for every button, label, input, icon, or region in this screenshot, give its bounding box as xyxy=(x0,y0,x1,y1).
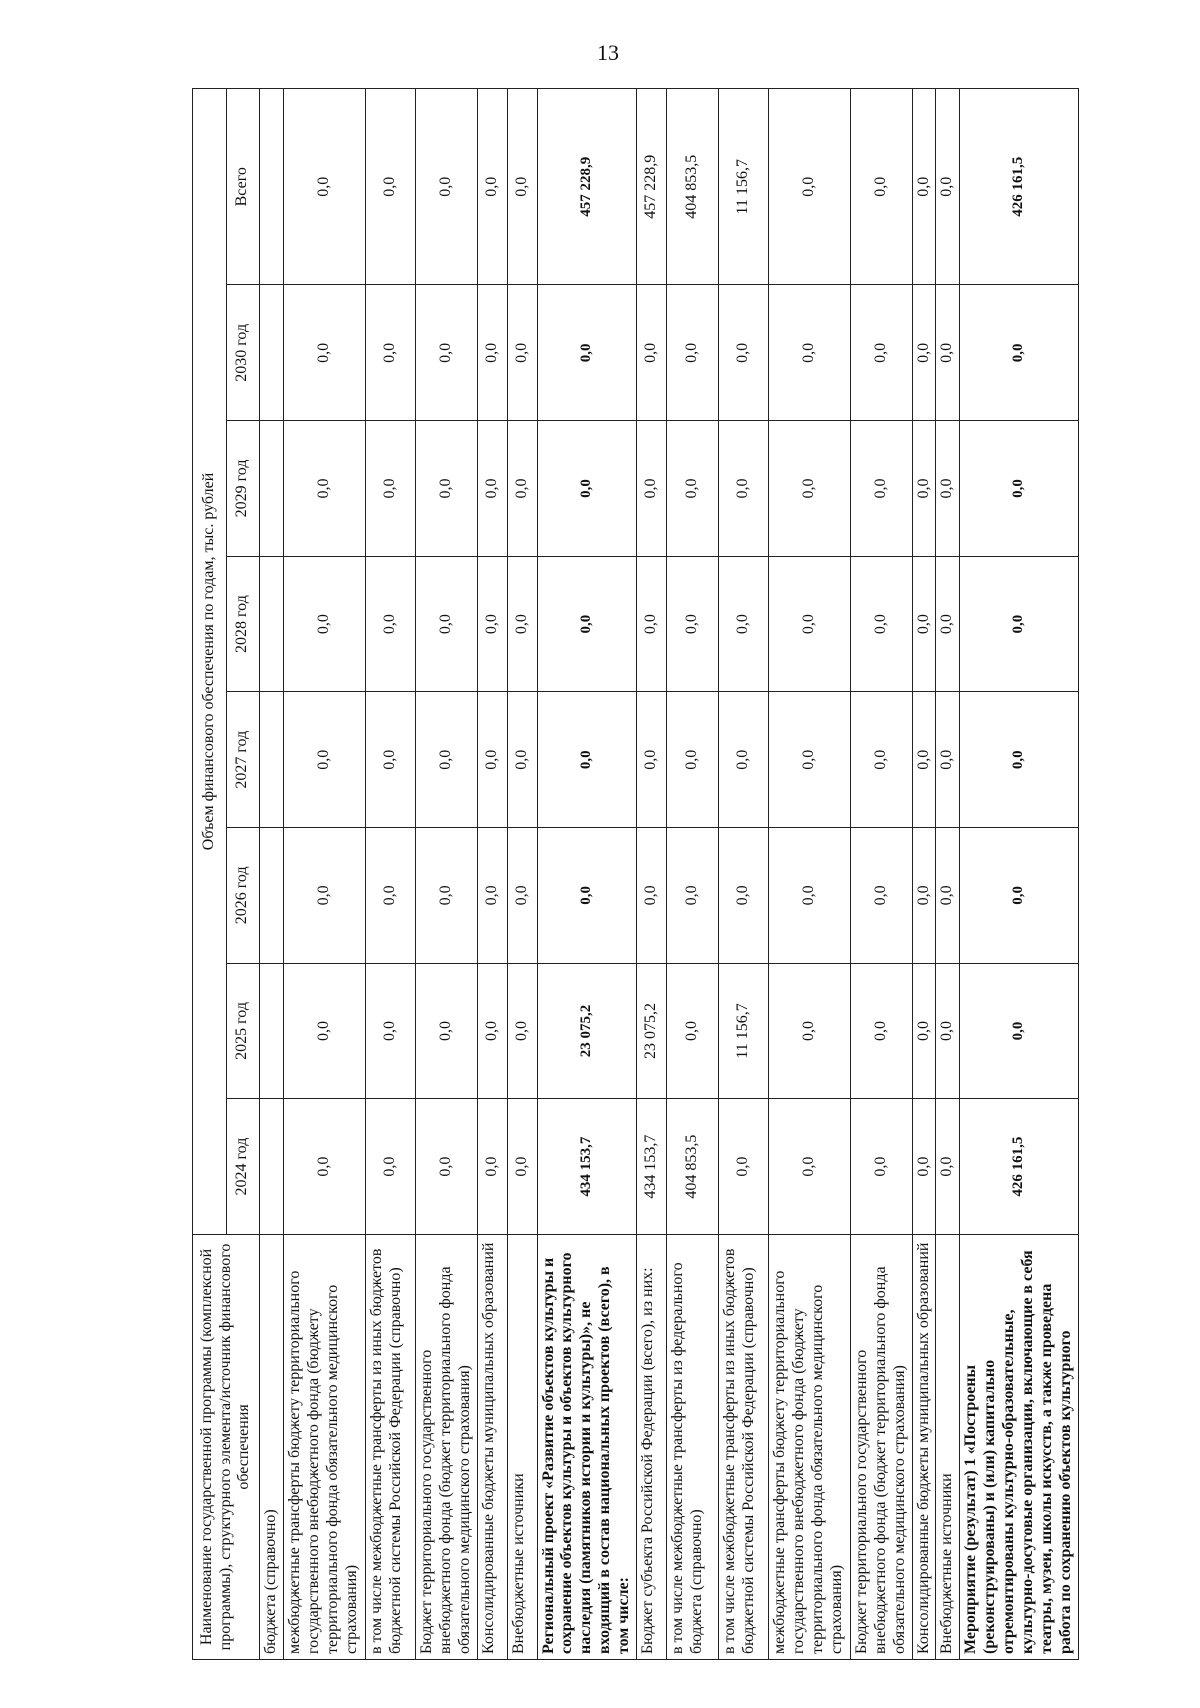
row-name-cell: Внебюджетные источники xyxy=(936,1234,960,1659)
header-year-cell: 2028 год xyxy=(226,556,260,692)
value-cell xyxy=(260,963,284,1099)
row-name-cell: Мероприятие (результат) 1 «Построены (реконструированы) и (или) капитально отремонтированы культурно-образовательные, культурно-досуговые организации, включающие в себя театры, музеи, школы искусств, а также проведена работа по сохранению объектов культурного xyxy=(960,1234,1078,1659)
value-cell: 0,0 xyxy=(477,89,507,286)
value-cell: 0,0 xyxy=(477,285,507,421)
value-cell: 0,0 xyxy=(850,89,912,286)
table-row xyxy=(666,89,718,1660)
table-row xyxy=(477,89,507,1660)
value-cell: 0,0 xyxy=(960,285,1078,421)
value-cell: 0,0 xyxy=(636,692,666,828)
value-cell: 404 853,5 xyxy=(666,1099,718,1235)
value-cell: 0,0 xyxy=(768,828,850,964)
value-cell: 0,0 xyxy=(537,692,636,828)
value-cell: 0,0 xyxy=(912,285,936,421)
value-cell: 0,0 xyxy=(912,963,936,1099)
value-cell: 0,0 xyxy=(537,556,636,692)
value-cell: 0,0 xyxy=(365,285,415,421)
value-cell: 0,0 xyxy=(936,692,960,828)
value-cell: 0,0 xyxy=(850,692,912,828)
value-cell: 0,0 xyxy=(365,421,415,557)
table-row xyxy=(415,89,477,1660)
financing-table xyxy=(192,88,1079,1660)
table-row xyxy=(260,89,284,1660)
header-year-cell: 2029 год xyxy=(226,421,260,557)
table-row xyxy=(537,89,636,1660)
value-cell: 0,0 xyxy=(283,89,365,286)
value-cell: 0,0 xyxy=(768,692,850,828)
value-cell: 0,0 xyxy=(850,1099,912,1235)
value-cell: 0,0 xyxy=(936,1099,960,1235)
table-row xyxy=(507,89,537,1660)
value-cell: 0,0 xyxy=(912,89,936,286)
value-cell: 0,0 xyxy=(415,556,477,692)
value-cell: 0,0 xyxy=(537,285,636,421)
value-cell: 0,0 xyxy=(666,692,718,828)
value-cell: 0,0 xyxy=(718,421,768,557)
header-name-column: Наименование государственной программы (комплексной программы), структурного элемента/источник финансового обеспечения xyxy=(193,1234,260,1659)
value-cell: 0,0 xyxy=(936,285,960,421)
value-cell: 0,0 xyxy=(912,692,936,828)
value-cell: 0,0 xyxy=(415,1099,477,1235)
header-year-cell: Всего xyxy=(226,89,260,286)
value-cell: 0,0 xyxy=(912,1099,936,1235)
value-cell: 0,0 xyxy=(850,556,912,692)
row-name-cell: межбюджетные трансферты бюджету территориального государственного внебюджетного фонда (бюджету территориального фонда обязательного медицинского страхования) xyxy=(768,1234,850,1659)
value-cell: 0,0 xyxy=(365,1099,415,1235)
row-name-cell: в том числе межбюджетные трансферты из иных бюджетов бюджетной системы Российской Федерации (справочно) xyxy=(718,1234,768,1659)
value-cell: 0,0 xyxy=(365,828,415,964)
table-row xyxy=(936,89,960,1660)
row-name-cell: Консолидированные бюджеты муниципальных образований xyxy=(477,1234,507,1659)
value-cell: 0,0 xyxy=(507,89,537,286)
value-cell: 0,0 xyxy=(477,828,507,964)
table-row xyxy=(283,89,365,1660)
value-cell: 0,0 xyxy=(636,556,666,692)
value-cell: 0,0 xyxy=(768,1099,850,1235)
value-cell: 0,0 xyxy=(960,828,1078,964)
value-cell: 0,0 xyxy=(365,963,415,1099)
value-cell: 0,0 xyxy=(718,828,768,964)
value-cell xyxy=(260,556,284,692)
value-cell: 0,0 xyxy=(415,692,477,828)
header-year-cell: 2024 год xyxy=(226,1099,260,1235)
table-row xyxy=(636,89,666,1660)
row-name-cell: бюджета (справочно) xyxy=(260,1234,284,1659)
header-financing-group: Объем финансового обеспечения по годам, тыс. рублей xyxy=(193,89,227,1235)
value-cell: 0,0 xyxy=(507,963,537,1099)
value-cell: 0,0 xyxy=(850,963,912,1099)
value-cell: 11 156,7 xyxy=(718,963,768,1099)
table-row xyxy=(850,89,912,1660)
row-name-cell: Внебюджетные источники xyxy=(507,1234,537,1659)
value-cell xyxy=(260,692,284,828)
value-cell: 23 075,2 xyxy=(537,963,636,1099)
value-cell: 457 228,9 xyxy=(636,89,666,286)
value-cell: 0,0 xyxy=(718,1099,768,1235)
value-cell: 0,0 xyxy=(768,556,850,692)
row-name-cell: Бюджет территориального государственного внебюджетного фонда (бюджет территориального фонда обязательного медицинского страхования) xyxy=(850,1234,912,1659)
value-cell: 426 161,5 xyxy=(960,1099,1078,1235)
value-cell: 0,0 xyxy=(666,421,718,557)
value-cell: 0,0 xyxy=(283,556,365,692)
value-cell: 0,0 xyxy=(415,285,477,421)
value-cell: 0,0 xyxy=(850,828,912,964)
value-cell: 0,0 xyxy=(365,692,415,828)
value-cell: 0,0 xyxy=(960,421,1078,557)
value-cell: 0,0 xyxy=(718,556,768,692)
row-name-cell: Бюджет территориального государственного внебюджетного фонда (бюджет территориального фонда обязательного медицинского страхования) xyxy=(415,1234,477,1659)
value-cell: 0,0 xyxy=(768,963,850,1099)
value-cell: 0,0 xyxy=(936,828,960,964)
value-cell: 0,0 xyxy=(960,963,1078,1099)
value-cell: 0,0 xyxy=(936,89,960,286)
value-cell: 0,0 xyxy=(936,421,960,557)
value-cell: 0,0 xyxy=(936,556,960,692)
value-cell: 0,0 xyxy=(507,692,537,828)
value-cell: 0,0 xyxy=(537,828,636,964)
value-cell xyxy=(260,285,284,421)
value-cell xyxy=(260,1099,284,1235)
row-name-cell: Консолидированные бюджеты муниципальных образований xyxy=(912,1234,936,1659)
table-row xyxy=(960,89,1078,1660)
value-cell: 0,0 xyxy=(507,1099,537,1235)
value-cell: 0,0 xyxy=(960,692,1078,828)
value-cell: 434 153,7 xyxy=(537,1099,636,1235)
value-cell: 0,0 xyxy=(912,556,936,692)
value-cell: 0,0 xyxy=(666,285,718,421)
table-row xyxy=(718,89,768,1660)
value-cell: 0,0 xyxy=(666,828,718,964)
value-cell: 404 853,5 xyxy=(666,89,718,286)
header-year-cell: 2025 год xyxy=(226,963,260,1099)
value-cell: 0,0 xyxy=(636,828,666,964)
value-cell: 0,0 xyxy=(537,421,636,557)
value-cell: 0,0 xyxy=(850,285,912,421)
value-cell: 0,0 xyxy=(365,89,415,286)
value-cell: 0,0 xyxy=(718,692,768,828)
value-cell: 0,0 xyxy=(850,421,912,557)
value-cell: 0,0 xyxy=(666,963,718,1099)
value-cell: 457 228,9 xyxy=(537,89,636,286)
row-name-cell: Бюджет субъекта Российской Федерации (всего), из них: xyxy=(636,1234,666,1659)
value-cell: 0,0 xyxy=(365,556,415,692)
value-cell: 0,0 xyxy=(636,421,666,557)
value-cell xyxy=(260,421,284,557)
value-cell: 0,0 xyxy=(507,556,537,692)
value-cell: 23 075,2 xyxy=(636,963,666,1099)
row-name-cell: Региональный проект «Развитие объектов культуры и сохранение объектов культуры и объектов культурного наследия (памятников истории и культуры)», не входящий в состав национальных проектов (всего), в том числе: xyxy=(537,1234,636,1659)
value-cell: 426 161,5 xyxy=(960,89,1078,286)
value-cell: 0,0 xyxy=(283,421,365,557)
header-year-cell: 2027 год xyxy=(226,692,260,828)
value-cell: 0,0 xyxy=(936,963,960,1099)
value-cell: 0,0 xyxy=(960,556,1078,692)
row-name-cell: в том числе межбюджетные трансферты из федерального бюджета (справочно) xyxy=(666,1234,718,1659)
value-cell: 0,0 xyxy=(283,963,365,1099)
value-cell: 0,0 xyxy=(477,692,507,828)
value-cell: 0,0 xyxy=(507,285,537,421)
value-cell: 0,0 xyxy=(718,285,768,421)
value-cell: 0,0 xyxy=(477,963,507,1099)
value-cell: 0,0 xyxy=(283,692,365,828)
value-cell: 0,0 xyxy=(283,285,365,421)
value-cell: 0,0 xyxy=(768,89,850,286)
rotated-table-area xyxy=(192,88,1152,1660)
value-cell: 0,0 xyxy=(415,89,477,286)
value-cell: 0,0 xyxy=(283,828,365,964)
row-name-cell: межбюджетные трансферты бюджету территориального государственного внебюджетного фонда (бюджету территориального фонда обязательного медицинского страхования) xyxy=(283,1234,365,1659)
value-cell: 0,0 xyxy=(768,421,850,557)
value-cell: 0,0 xyxy=(415,421,477,557)
row-name-cell: в том числе межбюджетные трансферты из иных бюджетов бюджетной системы Российской Федерации (справочно) xyxy=(365,1234,415,1659)
value-cell: 0,0 xyxy=(477,1099,507,1235)
value-cell xyxy=(260,89,284,286)
value-cell: 0,0 xyxy=(415,963,477,1099)
value-cell: 0,0 xyxy=(768,285,850,421)
header-year-cell: 2030 год xyxy=(226,285,260,421)
table-row xyxy=(912,89,936,1660)
header-year-cell: 2026 год xyxy=(226,828,260,964)
rotated-table-container xyxy=(192,88,1152,1660)
value-cell: 0,0 xyxy=(507,421,537,557)
value-cell: 11 156,7 xyxy=(718,89,768,286)
value-cell: 0,0 xyxy=(283,1099,365,1235)
value-cell xyxy=(260,828,284,964)
value-cell: 0,0 xyxy=(912,828,936,964)
value-cell: 434 153,7 xyxy=(636,1099,666,1235)
value-cell: 0,0 xyxy=(477,556,507,692)
value-cell: 0,0 xyxy=(507,828,537,964)
value-cell: 0,0 xyxy=(666,556,718,692)
table-row xyxy=(365,89,415,1660)
value-cell: 0,0 xyxy=(415,828,477,964)
value-cell: 0,0 xyxy=(636,285,666,421)
table-row xyxy=(768,89,850,1660)
page-number: 13 xyxy=(597,40,619,65)
value-cell: 0,0 xyxy=(477,421,507,557)
value-cell: 0,0 xyxy=(912,421,936,557)
